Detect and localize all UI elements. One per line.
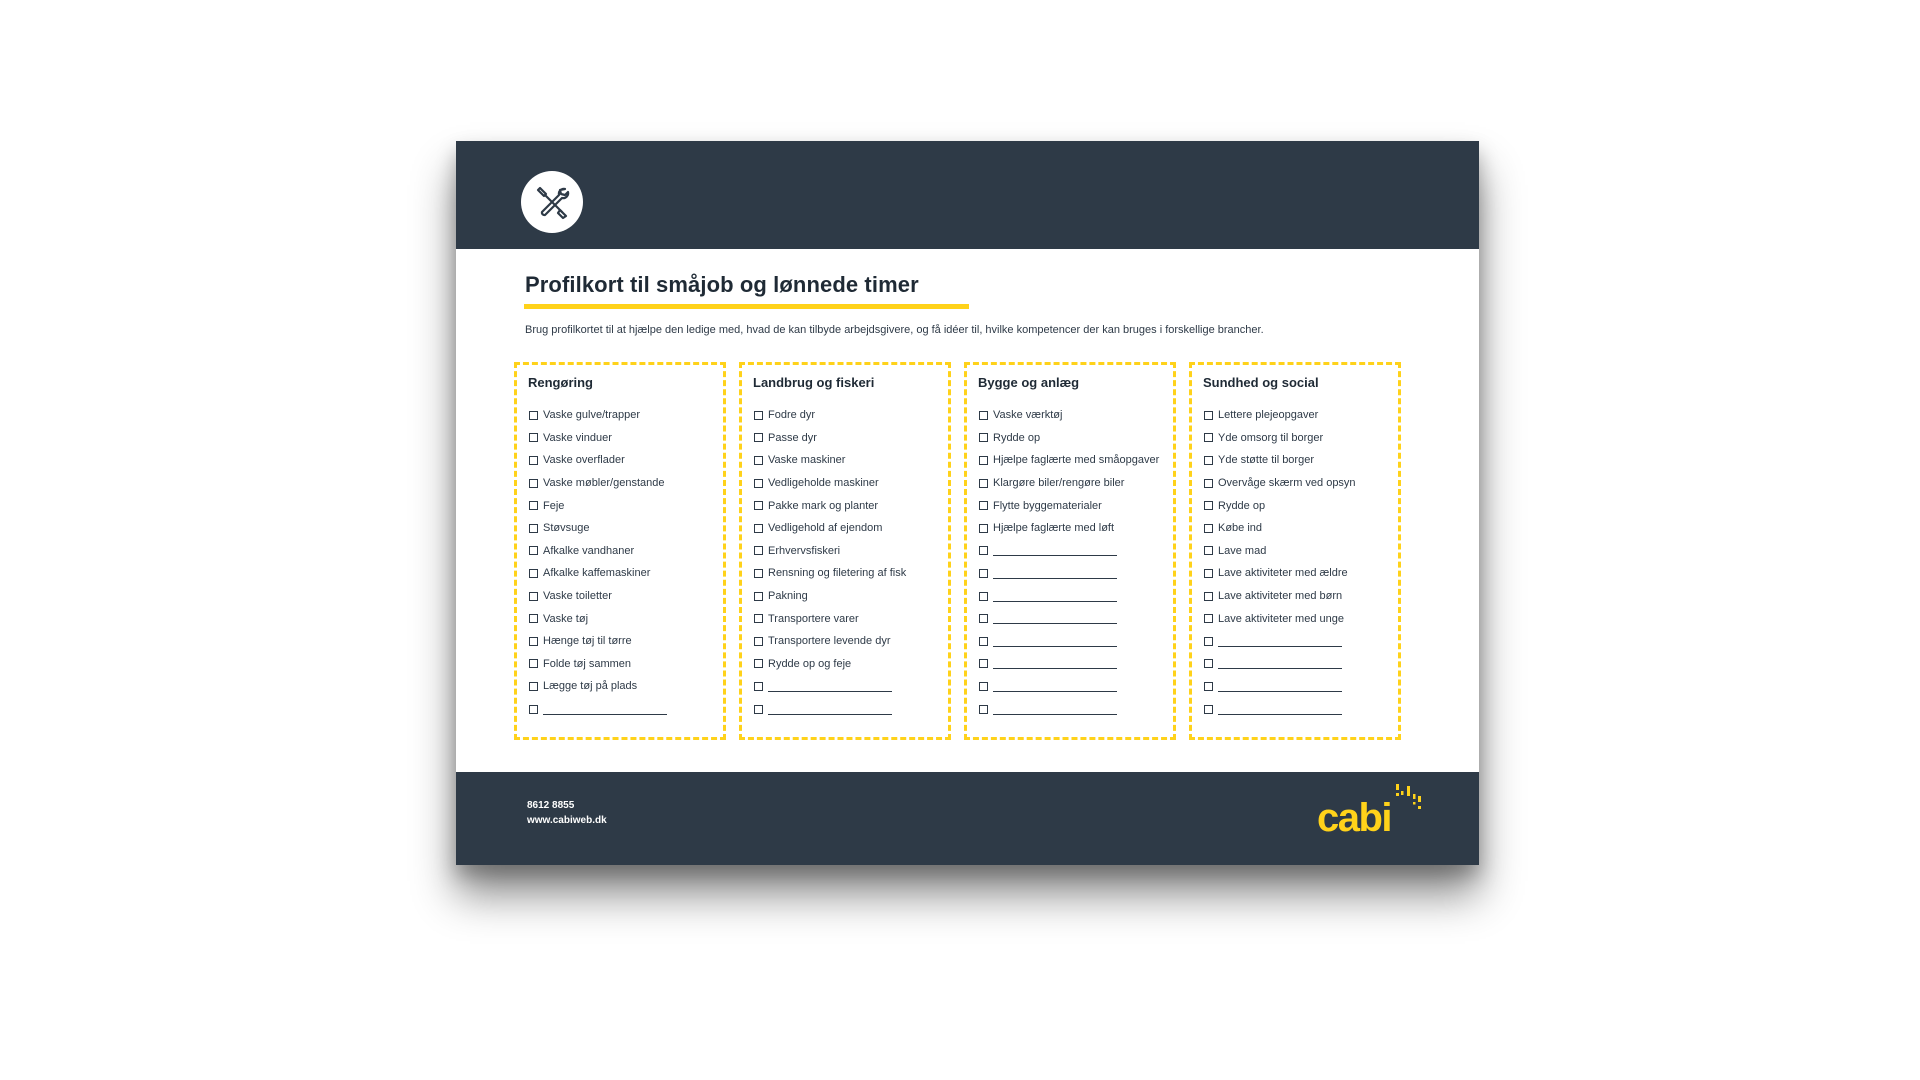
- checklist-item-label: Lave aktiviteter med ældre: [1218, 567, 1348, 580]
- checklist-item-label: Rensning og filetering af fisk: [768, 567, 907, 580]
- checkbox[interactable]: [1204, 592, 1213, 601]
- checkbox[interactable]: [979, 592, 988, 601]
- checkbox[interactable]: [1204, 501, 1213, 510]
- write-in-line[interactable]: [1218, 636, 1342, 647]
- checklist-item: [979, 427, 1174, 450]
- checklist-item: [979, 404, 1174, 427]
- checkbox[interactable]: [979, 659, 988, 668]
- checklist-item: [1204, 472, 1399, 495]
- checkbox[interactable]: [979, 524, 988, 533]
- checklist-item: [979, 472, 1174, 495]
- checkbox[interactable]: [529, 479, 538, 488]
- checklist-item-label: Feje: [543, 499, 565, 512]
- checklist-item: [754, 630, 949, 653]
- checkbox[interactable]: [1204, 479, 1213, 488]
- checkbox[interactable]: [979, 682, 988, 691]
- logo-text: cabi: [1317, 796, 1392, 840]
- checkbox[interactable]: [529, 614, 538, 623]
- checklist-item-label: Pakning: [768, 590, 808, 603]
- card-heading: Sundhed og social: [1203, 375, 1319, 390]
- checkbox[interactable]: [1204, 433, 1213, 442]
- checkbox[interactable]: [754, 682, 763, 691]
- checkbox[interactable]: [529, 637, 538, 646]
- checklist-item-label: Vaske tøj: [543, 612, 589, 625]
- checklist-item: [529, 585, 724, 608]
- write-in-line[interactable]: [993, 545, 1117, 556]
- tools-badge: [521, 171, 583, 233]
- checkbox[interactable]: [1204, 705, 1213, 714]
- checkbox[interactable]: [529, 501, 538, 510]
- checkbox[interactable]: [1204, 659, 1213, 668]
- card-landbrug-og-fiskeri: [739, 362, 951, 740]
- checklist-item: [754, 540, 949, 563]
- checklist-blank-item: [979, 607, 1174, 630]
- page-title: Profilkort til småjob og lønnede timer: [525, 272, 919, 297]
- checklist-item: [529, 653, 724, 676]
- checkbox[interactable]: [979, 705, 988, 714]
- checklist-item: [529, 449, 724, 472]
- checklist-blank-item: [1204, 675, 1399, 698]
- checklist-item-label: Rydde op og feje: [768, 657, 852, 670]
- checklist-item: [1204, 585, 1399, 608]
- intro-text: Brug profilkortet til at hjælpe den ledige med, hvad de kan tilbyde arbejdsgivere, og få idéer til, hvilke kompetencer der kan bruges i forskellige brancher.: [525, 324, 1264, 336]
- checklist-item-label: Vaske møbler/genstande: [543, 477, 665, 490]
- checklist-item-label: Lave aktiviteter med unge: [1218, 612, 1344, 625]
- card-heading: Rengøring: [528, 375, 593, 390]
- checkbox[interactable]: [529, 546, 538, 555]
- checklist-item: [979, 517, 1174, 540]
- checkbox[interactable]: [1204, 456, 1213, 465]
- checkbox[interactable]: [754, 479, 763, 488]
- checklist-item: [529, 517, 724, 540]
- write-in-line[interactable]: [993, 591, 1117, 602]
- contact-info: [527, 798, 607, 828]
- checklist-item-label: Fodre dyr: [768, 409, 816, 422]
- checkbox[interactable]: [979, 637, 988, 646]
- phone-number: 8612 8855: [527, 800, 575, 811]
- checklist-item-label: Vaske maskiner: [768, 454, 846, 467]
- checklist-item: [529, 404, 724, 427]
- checklist-item-label: Afkalke vandhaner: [543, 544, 635, 557]
- checkbox[interactable]: [1204, 682, 1213, 691]
- checklist-item: [754, 404, 949, 427]
- checkbox[interactable]: [754, 637, 763, 646]
- checklist-item-label: Vaske overflader: [543, 454, 625, 467]
- write-in-line[interactable]: [993, 704, 1117, 715]
- checklist-item: [979, 449, 1174, 472]
- checklist-item: [754, 607, 949, 630]
- checklist-item-label: Hjælpe faglærte med småopgaver: [993, 454, 1160, 467]
- checklist: [529, 404, 724, 720]
- checklist-item-label: Vaske toiletter: [543, 590, 612, 603]
- checkbox[interactable]: [754, 411, 763, 420]
- checkbox[interactable]: [529, 659, 538, 668]
- checkbox[interactable]: [979, 546, 988, 555]
- checklist-item-label: Overvåge skærm ved opsyn: [1218, 477, 1356, 490]
- checklist-item: [1204, 449, 1399, 472]
- header-band: [456, 141, 1479, 249]
- write-in-line[interactable]: [1218, 704, 1342, 715]
- checklist-blank-item: [979, 540, 1174, 563]
- checkbox[interactable]: [529, 456, 538, 465]
- checklist-blank-item: [1204, 698, 1399, 721]
- checkbox[interactable]: [1204, 411, 1213, 420]
- checklist-item-label: Støvsuge: [543, 522, 590, 535]
- checkbox[interactable]: [529, 524, 538, 533]
- website-link[interactable]: www.cabiweb.dk: [527, 815, 607, 826]
- checklist-blank-item: [979, 585, 1174, 608]
- checklist-item-label: Klargøre biler/rengøre biler: [993, 477, 1125, 490]
- checklist-blank-item: [1204, 653, 1399, 676]
- write-in-line[interactable]: [768, 704, 892, 715]
- checklist: [1204, 404, 1399, 720]
- checklist-item-label: Afkalke kaffemaskiner: [543, 567, 651, 580]
- checklist-item: [1204, 494, 1399, 517]
- checkbox[interactable]: [979, 569, 988, 578]
- checkbox[interactable]: [529, 682, 538, 691]
- checklist-item: [1204, 607, 1399, 630]
- checklist-item: [754, 585, 949, 608]
- checklist-item: [754, 517, 949, 540]
- write-in-line[interactable]: [993, 681, 1117, 692]
- checklist-item-label: Pakke mark og planter: [768, 499, 879, 512]
- checklist-blank-item: [979, 698, 1174, 721]
- card-sundhed-og-social: [1189, 362, 1401, 740]
- checklist-item: [1204, 517, 1399, 540]
- checklist-item-label: Hjælpe faglærte med løft: [993, 522, 1115, 535]
- write-in-line[interactable]: [768, 681, 892, 692]
- checklist: [754, 404, 949, 720]
- checklist-item-label: Lettere plejeopgaver: [1218, 409, 1319, 422]
- checkbox[interactable]: [979, 433, 988, 442]
- checkbox[interactable]: [754, 705, 763, 714]
- checkbox[interactable]: [529, 411, 538, 420]
- card-rengoring: [514, 362, 726, 740]
- checklist-item: [754, 427, 949, 450]
- checklist-blank-item: [979, 562, 1174, 585]
- checklist-blank-item: [754, 698, 949, 721]
- checklist-item: [754, 653, 949, 676]
- checklist-blank-item: [979, 653, 1174, 676]
- checklist-item-label: Hænge tøj til tørre: [543, 635, 632, 648]
- checkbox[interactable]: [754, 569, 763, 578]
- checklist-item: [1204, 562, 1399, 585]
- write-in-line[interactable]: [1218, 681, 1342, 692]
- checklist-item-label: Rydde op: [1218, 499, 1266, 512]
- write-in-line[interactable]: [993, 568, 1117, 579]
- footer-band: [456, 772, 1479, 865]
- checklist-item: [754, 449, 949, 472]
- card-heading: Bygge og anlæg: [978, 375, 1080, 390]
- cabi-logo: [1317, 782, 1427, 842]
- checklist-item: [529, 675, 724, 698]
- write-in-line[interactable]: [993, 658, 1117, 669]
- checklist-item-label: Lave aktiviteter med børn: [1218, 590, 1343, 603]
- checkbox[interactable]: [754, 614, 763, 623]
- checklist-blank-item: [979, 675, 1174, 698]
- checklist-item: [529, 562, 724, 585]
- profile-card-sheet: [456, 141, 1479, 865]
- checklist-item-label: Vedligehold af ejendom: [768, 522, 883, 535]
- checklist-blank-item: [979, 630, 1174, 653]
- checklist-item-label: Erhvervsfiskeri: [768, 544, 841, 557]
- checkbox[interactable]: [979, 479, 988, 488]
- checkbox[interactable]: [529, 569, 538, 578]
- checklist-item: [754, 472, 949, 495]
- checklist-item: [529, 472, 724, 495]
- checkbox[interactable]: [529, 592, 538, 601]
- checklist-item-label: Folde tøj sammen: [543, 657, 632, 670]
- checklist-blank-item: [1204, 630, 1399, 653]
- logo-marks-icon: [1317, 782, 1427, 842]
- write-in-line[interactable]: [543, 704, 667, 715]
- checkbox[interactable]: [1204, 569, 1213, 578]
- checklist-item: [754, 562, 949, 585]
- card-bygge-og-anlaeg: [964, 362, 1176, 740]
- checklist-item: [529, 494, 724, 517]
- checkbox[interactable]: [1204, 614, 1213, 623]
- checklist-item: [529, 607, 724, 630]
- checklist-item-label: Yde støtte til borger: [1218, 454, 1314, 467]
- checkbox[interactable]: [979, 411, 988, 420]
- checklist-item-label: Lægge tøj på plads: [543, 680, 638, 693]
- checkbox[interactable]: [754, 433, 763, 442]
- checkbox[interactable]: [979, 456, 988, 465]
- checklist-item-label: Transportere levende dyr: [768, 635, 891, 648]
- checklist-item-label: Flytte byggematerialer: [993, 499, 1102, 512]
- title-underline: [524, 304, 969, 309]
- checklist-item-label: Transportere varer: [768, 612, 859, 625]
- write-in-line[interactable]: [993, 613, 1117, 624]
- checklist-item-label: Købe ind: [1218, 522, 1263, 535]
- checkbox[interactable]: [1204, 637, 1213, 646]
- checklist: [979, 404, 1174, 720]
- checklist-item-label: Rydde op: [993, 431, 1041, 444]
- checkbox[interactable]: [1204, 524, 1213, 533]
- checklist-item: [529, 540, 724, 563]
- checklist-item: [1204, 427, 1399, 450]
- checklist-item-label: Vedligeholde maskiner: [768, 477, 879, 490]
- checkbox[interactable]: [754, 592, 763, 601]
- checklist-item-label: Vaske gulve/trapper: [543, 409, 641, 422]
- checklist-item-label: Passe dyr: [768, 431, 817, 444]
- checkbox[interactable]: [529, 705, 538, 714]
- checklist-item: [529, 427, 724, 450]
- write-in-line[interactable]: [993, 636, 1117, 647]
- checkbox[interactable]: [529, 433, 538, 442]
- checkbox[interactable]: [1204, 546, 1213, 555]
- checklist-item: [979, 494, 1174, 517]
- checkbox[interactable]: [754, 456, 763, 465]
- write-in-line[interactable]: [1218, 658, 1342, 669]
- checklist-item-label: Vaske værktøj: [993, 409, 1063, 422]
- checkbox[interactable]: [754, 659, 763, 668]
- checklist-item: [529, 630, 724, 653]
- checkbox[interactable]: [754, 546, 763, 555]
- checklist-item: [1204, 540, 1399, 563]
- checkbox[interactable]: [979, 501, 988, 510]
- checklist-item-label: Vaske vinduer: [543, 431, 612, 444]
- checklist-blank-item: [754, 675, 949, 698]
- card-heading: Landbrug og fiskeri: [753, 375, 875, 390]
- checklist-item: [754, 494, 949, 517]
- checkbox[interactable]: [754, 524, 763, 533]
- checkbox[interactable]: [754, 501, 763, 510]
- checkbox[interactable]: [979, 614, 988, 623]
- checklist-item-label: Lave mad: [1218, 544, 1267, 557]
- checklist-item-label: Yde omsorg til borger: [1218, 431, 1324, 444]
- tools-icon: [532, 182, 572, 222]
- checklist-blank-item: [529, 698, 724, 721]
- checklist-item: [1204, 404, 1399, 427]
